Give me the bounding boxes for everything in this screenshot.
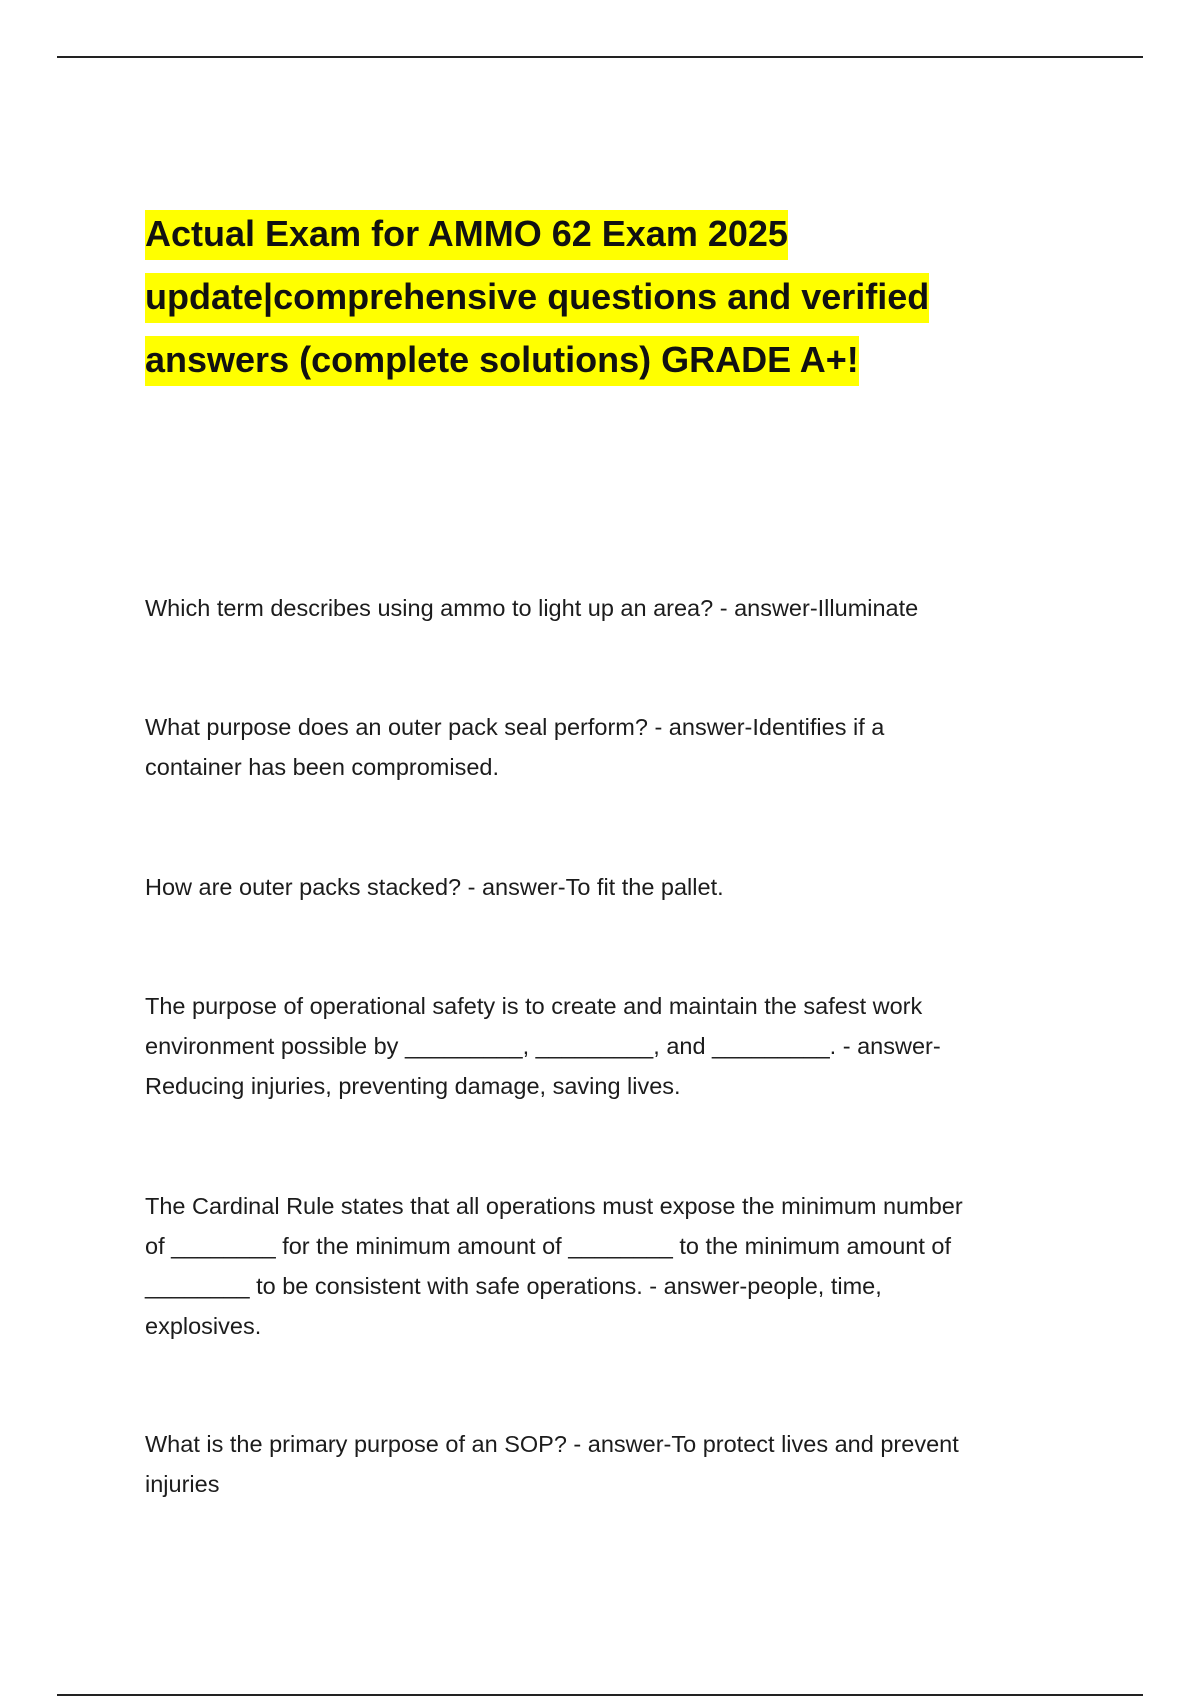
title-line-2: update|comprehensive questions and verified bbox=[145, 273, 929, 323]
question-line: explosives. bbox=[145, 1313, 262, 1339]
question-line: Reducing injuries, preventing damage, saving lives. bbox=[145, 1073, 681, 1099]
question-line: What purpose does an outer pack seal perform? - answer-Identifies if a bbox=[145, 714, 885, 740]
question-line: The Cardinal Rule states that all operations must expose the minimum number bbox=[145, 1193, 963, 1219]
question-item bbox=[145, 867, 1075, 907]
question-line: environment possible by _________, _________, and _________. - answer- bbox=[145, 1033, 941, 1059]
question-line: The purpose of operational safety is to create and maintain the safest work bbox=[145, 993, 923, 1019]
question-line: container has been compromised. bbox=[145, 754, 500, 780]
question-item bbox=[145, 588, 1075, 628]
title-line-1: Actual Exam for AMMO 62 Exam 2025 bbox=[145, 210, 788, 260]
question-item bbox=[145, 986, 1075, 1106]
question-item bbox=[145, 1186, 1075, 1346]
title-line-3: answers (complete solutions) GRADE A+! bbox=[145, 336, 859, 386]
question-line: of ________ for the minimum amount of ________ to the minimum amount of bbox=[145, 1233, 951, 1259]
question-item bbox=[145, 707, 1075, 787]
question-line: What is the primary purpose of an SOP? - answer-To protect lives and prevent bbox=[145, 1431, 959, 1457]
question-item bbox=[145, 1424, 1075, 1504]
question-line: Which term describes using ammo to light up an area? - answer-Illuminate bbox=[145, 595, 919, 621]
document-title bbox=[145, 202, 1045, 391]
header-rule bbox=[57, 56, 1143, 58]
question-line: ________ to be consistent with safe operations. - answer-people, time, bbox=[145, 1273, 882, 1299]
question-line: How are outer packs stacked? - answer-To fit the pallet. bbox=[145, 874, 724, 900]
question-line: injuries bbox=[145, 1471, 220, 1497]
footer-rule bbox=[57, 1694, 1143, 1696]
